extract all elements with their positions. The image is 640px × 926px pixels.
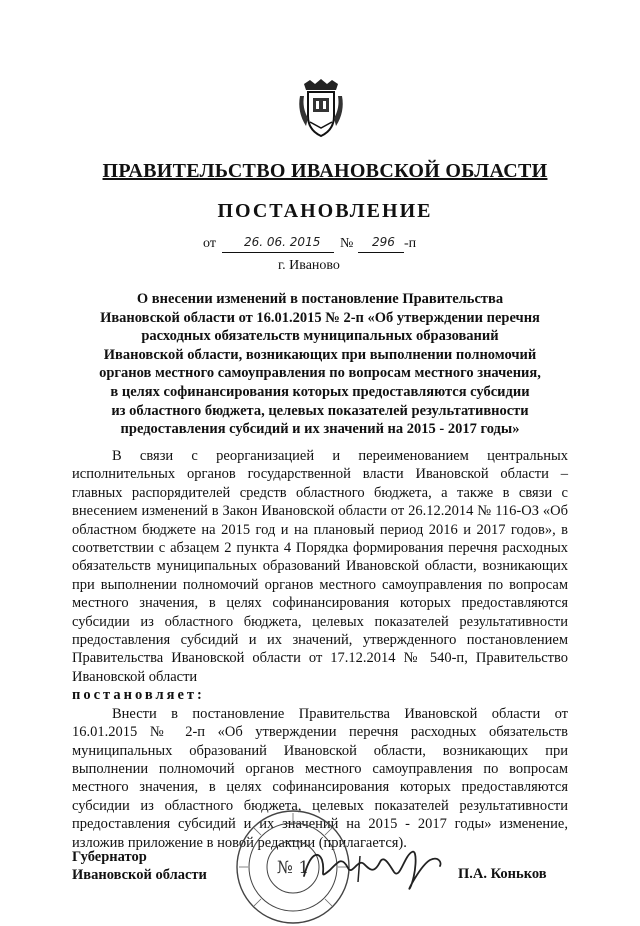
signatory-title-line1: Губернатор [72, 849, 147, 865]
number-sign: № [340, 236, 354, 251]
resolution-heading [72, 290, 568, 439]
heading-line: органов местного самоуправления по вопросам местного значения, [99, 365, 541, 382]
number-suffix: -п [404, 236, 417, 251]
body-paragraph-preamble: В связи с реорганизацией и переименованием центральных исполнительных органов государственной власти Ивановской области – главных распорядителей средств областного бюджета, а также в связи с внесением изменений в Закон Ивановской области от 26.12.2014 № 116-ОЗ «Об областном бюджете на 2015 год и на плановый период 2016 и 2017 годов», в соответствии с абзацем 2 пункта 4 Порядка формирования перечня расходных обязательств муниципальных образований Ивановской области, возникающих при выполнении полномочий органов местного самоуправления по вопросам местного значения, в целях софинансирования которых предоставляются субсидии из областного бюджета, целевых показателей результативности предоставления субсидий и их значений, утвержденного постановлением Правительства Ивановской области от 17.12.2014 № 540-п, Правительство Ивановской области [72, 448, 568, 685]
heading-line: расходных обязательств муниципальных образований [141, 328, 499, 345]
document-type: ПОСТАНОВЛЕНИЕ [217, 200, 433, 222]
heading-line: Ивановской области, возникающих при выполнении полномочий [103, 346, 537, 363]
heading-line: Ивановской области от 16.01.2015 № 2-п «Об утверждении перечня [100, 309, 540, 326]
heading-line: из областного бюджета, целевых показателей результативности [111, 402, 529, 419]
document-number: 296 [372, 235, 395, 249]
coat-of-arms-emblem [296, 78, 346, 140]
city: г. Иваново [278, 258, 340, 273]
heading-line: в целях софинансирования которых предоставляются субсидии [110, 383, 530, 400]
handwritten-signature [300, 836, 445, 896]
resolves-word: постановляет: [72, 687, 205, 704]
body-paragraph-decision: Внести в постановление Правительства Ивановской области от 16.01.2015 № 2-п «Об утверждении перечня расходных обязательств муниципальных образований Ивановской области, возникающих при выполнении полномочий органов местного самоуправления по вопросам местного значения, в целях софинансирования которых предоставляются субсидии из областного бюджета, целевых показателей результативности предоставления субсидий и их значений на 2015 - 2017 годы» изменение, изложив приложение в новой редакции (прилагается). [72, 705, 568, 851]
document-date: 26. 06. 2015 [244, 235, 321, 249]
signatory-title-line2: Ивановской области [72, 867, 207, 883]
seal-number: № 1 [276, 858, 310, 878]
date-prefix: от [203, 236, 216, 251]
document-date-number-line [0, 236, 640, 256]
heading-line: предоставления субсидий и их значений на 2015 - 2017 годы» [120, 421, 520, 438]
signatory-title [72, 848, 207, 884]
signatory-name: П.А. Коньков [458, 866, 547, 882]
heading-line: О внесении изменений в постановление Правительства [136, 291, 504, 307]
document-body [72, 447, 568, 852]
government-title: ПРАВИТЕЛЬСТВО ИВАНОВСКОЙ ОБЛАСТИ [102, 160, 548, 182]
